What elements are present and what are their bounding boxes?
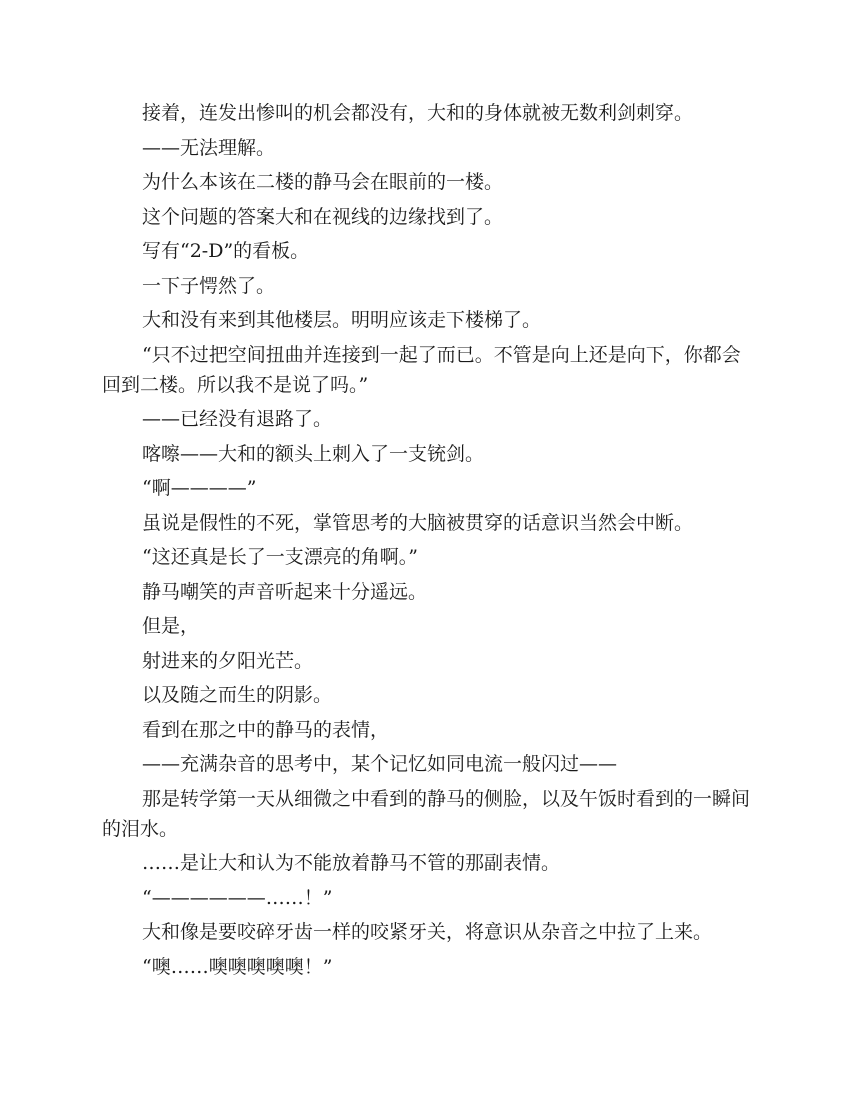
paragraph: 喀嚓——大和的额头上刺入了一支铳剑。 <box>142 442 485 465</box>
paragraph: 静马嘲笑的声音听起来十分遥远。 <box>142 580 428 603</box>
paragraph: “——————……！” <box>142 886 333 909</box>
paragraph: 写有“2-D”的看板。 <box>142 240 310 262</box>
paragraph: 为什么本该在二楼的静马会在眼前的一楼。 <box>142 171 504 193</box>
paragraph: “只不过把空间扭曲并连接到一起了而已。不管是向上还是向下，你都会回到二楼。所以我不是说了吗。” <box>102 343 741 396</box>
paragraph: “噢……噢噢噢噢噢！” <box>142 955 333 978</box>
paragraph: 但是， <box>142 615 200 637</box>
paragraph: 这个问题的答案大和在视线的边缘找到了。 <box>142 205 504 228</box>
paragraph: 大和没有来到其他楼层。明明应该走下楼梯了。 <box>142 309 542 331</box>
paragraph: ——无法理解。 <box>142 136 276 159</box>
paragraph: “啊————” <box>142 477 257 499</box>
paragraph: 看到在那之中的静马的表情， <box>142 718 390 741</box>
paragraph: 以及随之而生的阴影。 <box>142 684 333 706</box>
paragraph: 虽说是假性的不死，掌管思考的大脑被贯穿的话意识当然会中断。 <box>142 511 694 534</box>
paragraph: 一下子愕然了。 <box>142 274 276 297</box>
paragraph: “这还真是长了一支漂亮的角啊。” <box>142 546 418 568</box>
paragraph: 大和像是要咬碎牙齿一样的咬紧牙关，将意识从杂音之中拉了上来。 <box>142 921 713 943</box>
paragraph: 那是转学第一天从细微之中看到的静马的侧脸，以及午饭时看到的一瞬间的泪水。 <box>102 787 751 840</box>
paragraph: ——已经没有退路了。 <box>142 408 333 430</box>
paragraph: ……是让大和认为不能放着静马不管的那副表情。 <box>142 852 561 874</box>
text-body <box>102 98 752 986</box>
paragraph: 接着，连发出惨叫的机会都没有，大和的身体就被无数利剑刺穿。 <box>142 102 694 124</box>
paragraph: 射进来的夕阳光芒。 <box>142 649 314 672</box>
paragraph: ——充满杂音的思考中，某个记忆如同电流一般闪过—— <box>142 753 618 775</box>
